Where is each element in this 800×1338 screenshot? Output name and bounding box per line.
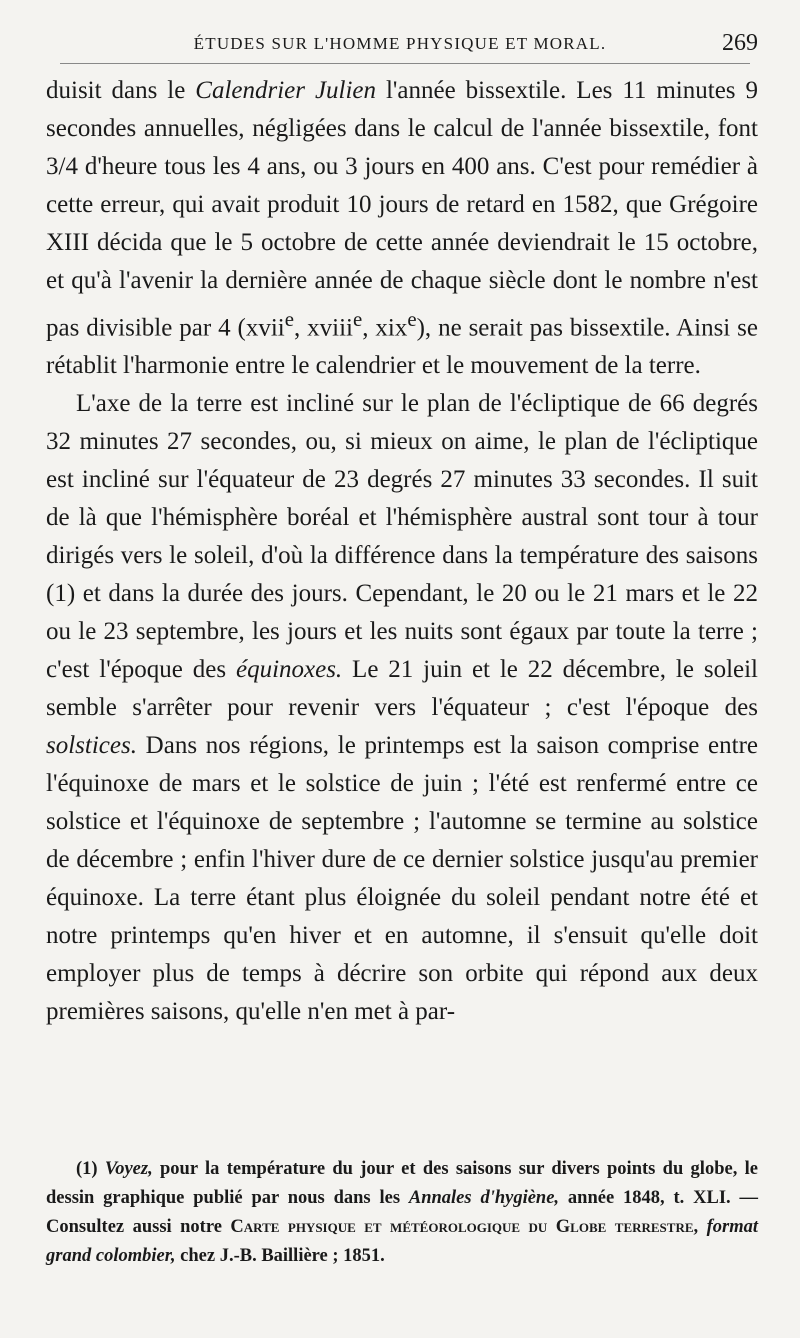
text-run [698,1217,706,1237]
text-run: pour la température du jour et des saisons sur divers points du globe, le dessin graphique publié par nous dans les [46,1159,758,1208]
text-run: chez J.-B. Baillière ; 1851. [175,1246,385,1266]
footnote [46,1155,758,1271]
text-run: duisit dans le [46,77,196,104]
body-text [46,72,758,1031]
text-run: l'année bissextile. Les 11 minutes 9 secondes annuelles, négligées dans le calcul de l'année bissextile, font 3/4 d'heure tous les 4 ans, ou 3 jours en 400 ans. C'est pour remédier à cette erreur, qui avait produit 10 jours de retard en 1582, que Grégoire XIII décida que le 5 octobre de cette année deviendrait le 15 octobre, et qu'à l'avenir la dernière année de chaque siècle dont le nombre n'est pas divisible par 4 (xvii [46,77,758,342]
page-header [0,30,800,64]
footnote-1 [46,1155,758,1271]
page-number: 269 [722,30,758,56]
text-run: Dans nos régions, le printemps est la saison comprise entre l'équinoxe de mars et le solstice de juin ; l'été est renfermé entre ce solstice et l'équinoxe de septembre ; l'automne se termine au solstice de décembre ; enfin l'hiver dure de ce dernier solstice jusqu'au premier équinoxe. La terre étant plus éloignée du soleil pendant notre été et notre printemps qu'en hiver et en automne, il s'ensuit qu'elle doit employer plus de temps à décrire son orbite qui répond aux deux premières saisons, qu'elle n'en met à par- [46,732,758,1026]
text-run: ), ne serait pas bissextile. Ainsi se rétablit l'harmonie entre le calendrier et le mouvement de la terre. [46,314,758,380]
emphasis: Annales d'hygiène, [408,1188,560,1208]
superscript: e [352,307,363,331]
text-run: année 1848, t. XLI. — Consultez aussi notre [46,1188,758,1237]
emphasis: Voyez, [104,1159,153,1179]
emphasis: équinoxes. [235,656,343,684]
emphasis: format grand colombier, [46,1217,759,1266]
footnote-marker: (1) [76,1159,105,1179]
paragraph-2 [46,385,758,1031]
text-run: Le 21 juin et le 22 décembre, le soleil semble s'arrêter pour revenir vers l'équateur ; c'est l'époque des [46,656,759,722]
emphasis: solstices. [46,732,137,760]
superscript: e [407,307,417,331]
text-run: , xix [362,314,408,342]
text-run: , xviii [293,314,353,342]
paragraph-1 [46,72,758,385]
small-caps-title: Carte physique et météorologique du Globe terrestre, [230,1217,699,1237]
running-title: ÉTUDES SUR L'HOMME PHYSIQUE ET MORAL. [193,34,607,53]
text-run: L'axe de la terre est incliné sur le plan de l'écliptique de 66 degrés 32 minutes 27 secondes, ou, si mieux on aime, le plan de l'écliptique est incliné sur l'équateur de 23 degrés 27 minutes 33 secondes. Il suit de là que l'hémisphère boréal et l'hémisphère austral sont tour à tour dirigés vers le soleil, d'où la différence dans la température des saisons (1) et dans la durée des jours. Cependant, le 20 ou le 21 mars et le 22 ou le 23 septembre, les jours et les nuits sont égaux par toute la terre ; c'est l'époque des [46,390,758,684]
emphasis: Calendrier Julien [195,77,377,104]
header-rule [60,63,750,64]
superscript: e [284,307,294,331]
